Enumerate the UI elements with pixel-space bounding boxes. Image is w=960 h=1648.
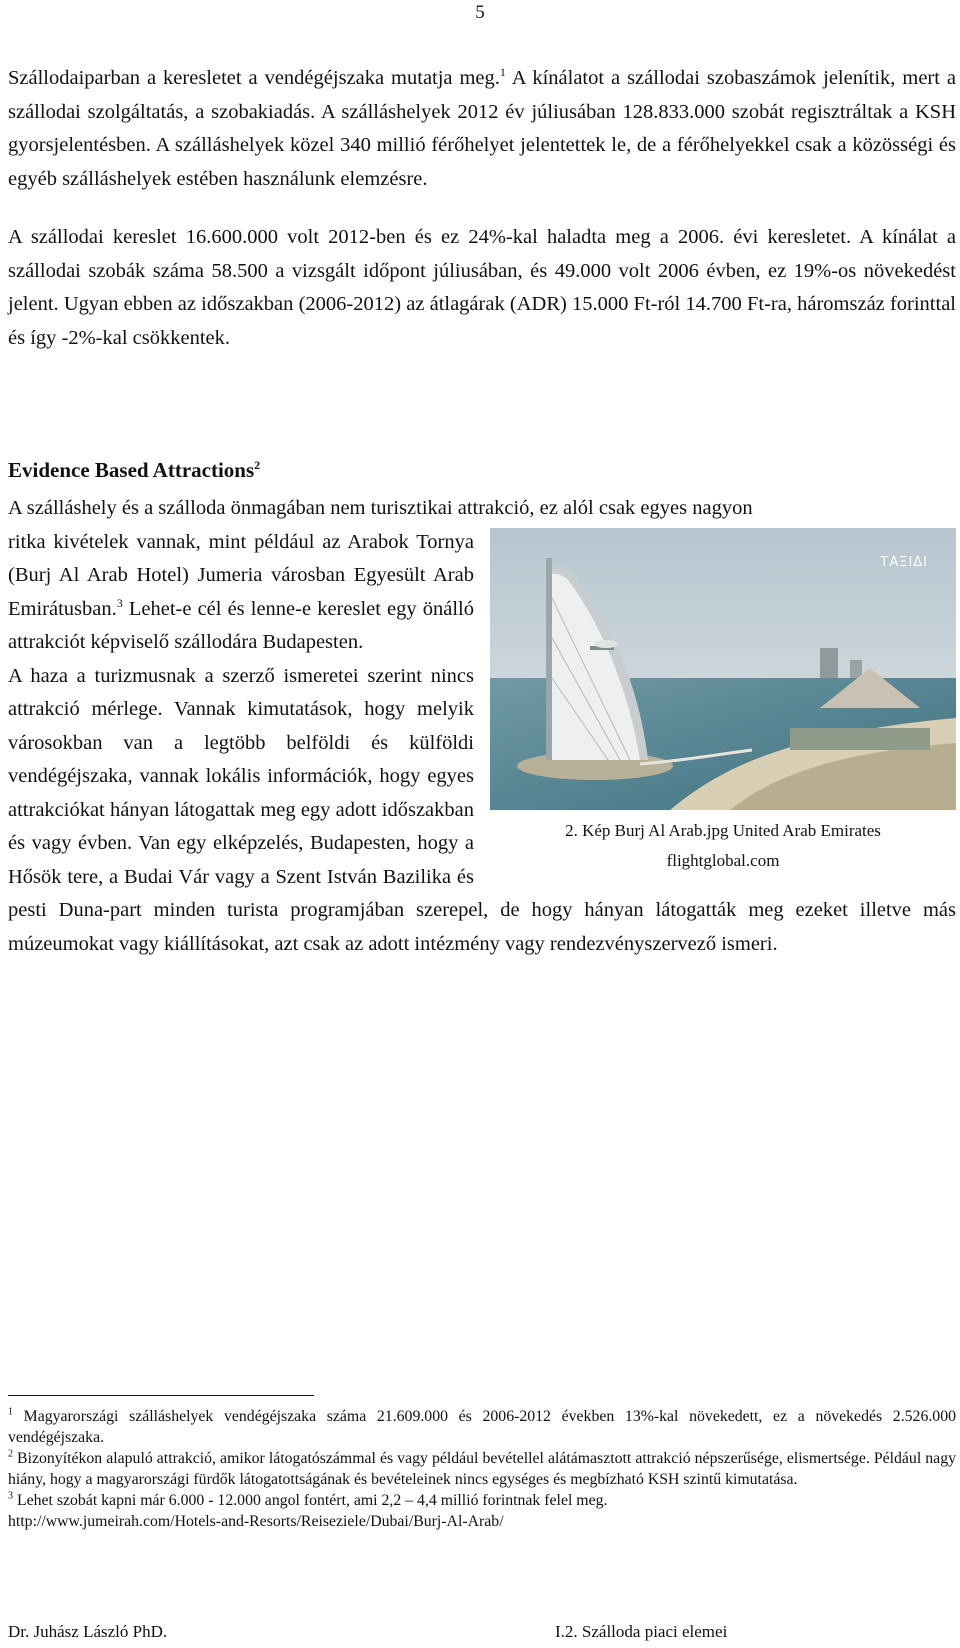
footnote-ref-1[interactable]: 1 [499, 65, 506, 80]
page-number: 5 [475, 2, 485, 23]
footnote-url[interactable]: http://www.jumeirah.com/Hotels-and-Resorts/Reiseziele/Dubai/Burj-Al-Arab/ [8, 1513, 504, 1530]
paragraph-text: Szállodaiparban a keresletet a vendégéjszaka mutatja meg. [8, 67, 500, 89]
footnote-number: 3 [8, 1490, 13, 1502]
section-body [8, 492, 956, 961]
burj-al-arab-photo [490, 528, 956, 810]
paragraph-text: A kínálatot a szállodai szobaszámok jelenítik, mert a szállodai szolgáltatás, a szobakiadás. A szálláshelyek 2012 év júliusában 128.833.000 szobát regisztráltak a KSH gyorsjelentésben. A szálláshelyek közel 340 millió férőhelyet jelentettek le, de a férőhelyekkel csak a közösségi és egyéb szálláshelyek estében használunk elemzésre. [8, 67, 956, 190]
caption-line-1: 2. Kép Burj Al Arab.jpg United Arab Emirates [565, 820, 881, 840]
footnote-3 [8, 1490, 956, 1511]
footnote-text: Lehet szobát kapni már 6.000 - 12.000 angol fontért, ami 2,2 – 4,4 millió forintnak felel meg. [13, 1492, 608, 1509]
footnote-text: Bizonyítékon alapuló attrakció, amikor látogatószámmal és vagy például bevétellel alátámasztott attrakció népszerűsége, elismertsége. Például nagy hiány, hogy a magyarországi fürdők látogatottságának és bevételeinek nincs egységes és megbízható KSH szintű kimutatása. [8, 1450, 956, 1488]
footnote-separator [8, 1395, 314, 1396]
section-heading-text: Evidence Based Attractions [8, 458, 255, 482]
footnote-ref-3[interactable]: 3 [116, 595, 123, 610]
footnotes [8, 1406, 956, 1532]
section-heading [8, 458, 260, 483]
paragraph-attraction-balance: A haza a turizmusnak a szerző ismeretei szerint nincs attrakció mérlege. Vannak kimutatások, hogy melyik városokban van a legtöbb belföldi és külföldi vendégéjszaka, vannak lokális információk, hogy egyes attrakciókat hányan látogattak meg egy adott időszakban és vagy évben. Van egy elképzelés, Budapesten, hogy a Hősök tere, a Budai Vár vagy a Szent István Bazilika és pesti Duna-part minden turista programjában szerepel, de hogy hányan látogatták meg ezeket illetve más múzeumokat vagy kiállításokat, azt csak az adott intézmény vagy rendezvényszervező ismeri. [8, 664, 956, 955]
paragraph-hotel-statistics: A szállodai kereslet 16.600.000 volt 2012-ben és ez 24%-kal haladta meg a 2006. évi keresletet. A kínálat a szállodai szobák száma 58.500 a vizsgált időpont júliusában, és 49.000 volt 2006 évben, ez 19%-os növekedést jelent. Ugyan ebben az időszakban (2006-2012) az átlagárak (ADR) 15.000 Ft-ról 14.700 Ft-ra, háromszáz forinttal és így -2%-kal csökkentek. [8, 226, 956, 349]
photo-watermark-logo: ΤΑΞΙΔΙ [880, 554, 928, 570]
paragraph-text: Lehet-e cél és lenne-e kereslet egy önálló attrakciót képviselő szállodára Budapesten. [8, 597, 474, 653]
section-intro: A szálláshely és a szálloda önmagában nem turisztikai attrakció, ez alól csak egyes nagyon [8, 497, 753, 519]
footer-author: Dr. Juhász László PhD. [8, 1622, 168, 1641]
footnote-1 [8, 1406, 956, 1448]
caption-line-2: flightglobal.com [666, 850, 780, 870]
footnote-text: Magyarországi szálláshelyek vendégéjszaka száma 21.609.000 és 2006-2012 években 13%-kal növekedett, ez a növekedés 2.526.000 vendégéjszaka. [8, 1408, 956, 1446]
footnote-ref-2[interactable]: 2 [254, 458, 261, 472]
figure-burj-al-arab [490, 528, 956, 876]
footer-section: I.2. Szálloda piaci elemei [555, 1622, 728, 1641]
footnote-number: 2 [8, 1448, 13, 1460]
footnote-number: 1 [8, 1406, 13, 1418]
paragraph-text: ritka kivételek vannak, mint például az Arabok Tornya (Burj Al Arab Hotel) Jumeria városban Egyesült Arab Emirátusban. [8, 530, 474, 620]
footnote-2 [8, 1448, 956, 1490]
paragraph-hotel-demand [8, 62, 956, 196]
figure-caption [490, 816, 956, 876]
